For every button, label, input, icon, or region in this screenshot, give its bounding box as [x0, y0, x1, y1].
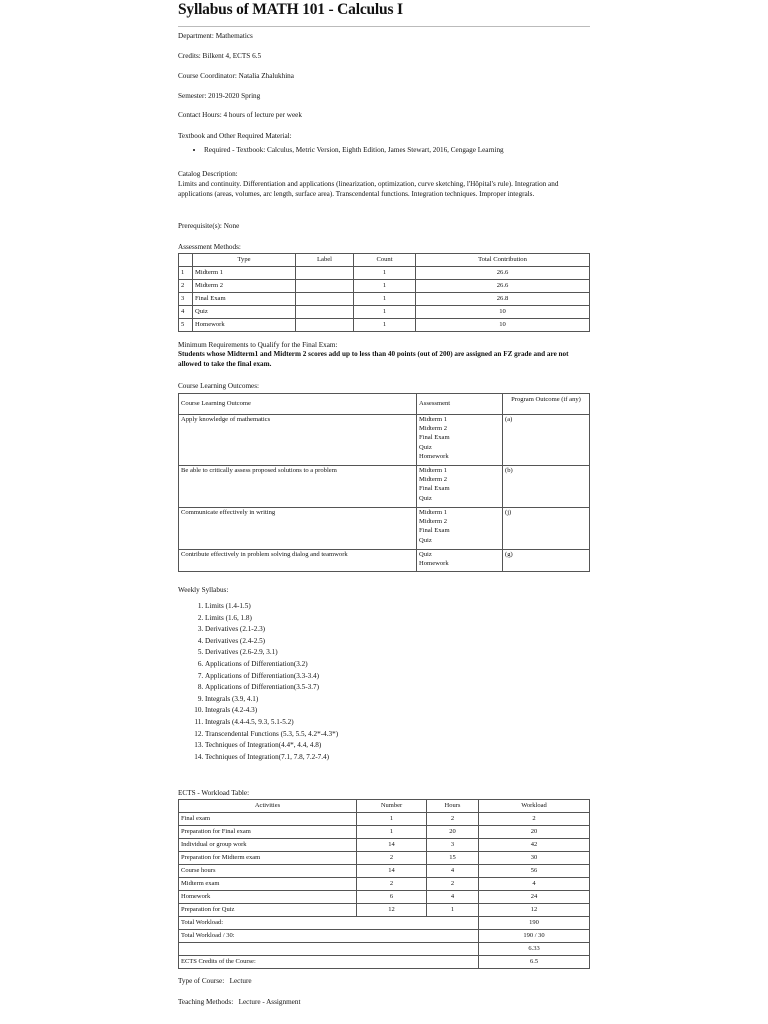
- assessment-index: 5: [179, 319, 193, 332]
- ects-number: 1: [357, 826, 427, 839]
- table-row: [179, 891, 590, 904]
- list-item: 5. Derivatives (2.6-2.9, 3.1): [205, 647, 590, 659]
- assessment-contribution: 26.8: [416, 293, 590, 306]
- ects-col-hours: Hours: [427, 800, 479, 813]
- ects-hours: 20: [427, 826, 479, 839]
- title-divider: [178, 26, 590, 27]
- assessment-item: Final Exam: [419, 485, 450, 493]
- list-item: 9. Integrals (3.9, 4.1): [205, 694, 590, 706]
- list-item: 6. Applications of Differentiation(3.2): [205, 659, 590, 671]
- assessment-item: Midterm 2: [419, 425, 448, 433]
- ects-activity: Individual or group work: [179, 839, 357, 852]
- page-title: Syllabus of MATH 101 - Calculus I: [178, 1, 403, 18]
- assessment-label: [296, 293, 354, 306]
- assessment-count: 1: [354, 267, 416, 280]
- ects-heading: ECTS - Workload Table:: [178, 789, 250, 797]
- ects-table: [178, 799, 590, 969]
- total-workload-30-row: [179, 930, 590, 943]
- assessment-label: [296, 280, 354, 293]
- outcome-program: (a): [503, 415, 590, 466]
- assessment-item: Quiz: [419, 551, 432, 558]
- table-row: [179, 852, 590, 865]
- assessment-item: Midterm 1: [419, 467, 448, 474]
- table-row: [179, 813, 590, 826]
- ects-hours: 4: [427, 891, 479, 904]
- assessment-count: 1: [354, 306, 416, 319]
- department: Department: Mathematics: [178, 32, 253, 40]
- ects-activity: Midterm exam: [179, 878, 357, 891]
- table-row: [179, 904, 590, 917]
- ects-activity: Course hours: [179, 865, 357, 878]
- outcomes-table-wrap: [178, 393, 590, 572]
- outcome-text: Be able to critically assess proposed solutions to a problem: [179, 466, 417, 508]
- ects-col-number: Number: [357, 800, 427, 813]
- ects-number: 1: [357, 813, 427, 826]
- list-item: 4. Derivatives (2.4-2.5): [205, 636, 590, 648]
- assessment-label: [296, 306, 354, 319]
- assessment-item: Homework: [419, 452, 449, 460]
- table-row: [179, 306, 590, 319]
- ects-hours: 2: [427, 813, 479, 826]
- list-item: 11. Integrals (4.4-4.5, 9.3, 5.1-5.2): [205, 717, 590, 729]
- assessment-contribution: 26.6: [416, 267, 590, 280]
- ects-hours: 4: [427, 865, 479, 878]
- assessment-item: Homework: [419, 560, 449, 568]
- total-workload-30-expression: 190 / 30: [479, 930, 590, 943]
- total-workload-30-label: Total Workload / 30:: [179, 930, 479, 943]
- ects-workload: 42: [479, 839, 590, 852]
- ects-activity: Final exam: [179, 813, 357, 826]
- outcome-program: (g): [503, 550, 590, 572]
- course-coordinator: Course Coordinator: Natalia Zhalukhina: [178, 72, 294, 80]
- ects-workload: 30: [479, 852, 590, 865]
- assessment-contribution: 10: [416, 319, 590, 332]
- assessment-col-count: Count: [354, 254, 416, 267]
- table-row: [179, 415, 590, 466]
- table-row: [179, 293, 590, 306]
- total-workload-value: 190: [479, 917, 590, 930]
- outcomes-header-row: [179, 394, 590, 415]
- assessment-index: 2: [179, 280, 193, 293]
- assessment-col-type: Type: [193, 254, 296, 267]
- assessment-heading: Assessment Methods:: [178, 243, 241, 251]
- minimum-heading: Minimum Requirements to Qualify for the Final Exam:: [178, 341, 338, 349]
- ects-hours: 15: [427, 852, 479, 865]
- list-item: 7. Applications of Differentiation(3.3-3.4): [205, 671, 590, 683]
- list-item: 13. Techniques of Integration(4.4*, 4.4, 4.8): [205, 740, 590, 752]
- list-item: 8. Applications of Differentiation(3.5-3.7): [205, 682, 590, 694]
- credits: Credits: Bilkent 4, ECTS 6.5: [178, 52, 262, 60]
- assessment-item: Midterm 1: [419, 509, 448, 516]
- assessment-index: 1: [179, 267, 193, 280]
- assessment-count: 1: [354, 293, 416, 306]
- outcomes-heading: Course Learning Outcomes:: [178, 382, 260, 390]
- ects-number: 6: [357, 891, 427, 904]
- outcome-program: (b): [503, 466, 590, 508]
- ects-activity: Preparation for Final exam: [179, 826, 357, 839]
- ects-number: 14: [357, 839, 427, 852]
- ects-header-row: [179, 800, 590, 813]
- ects-workload: 12: [479, 904, 590, 917]
- assessment-type: Final Exam: [193, 293, 296, 306]
- teaching-methods: Teaching Methods: Lecture - Assignment: [178, 998, 301, 1006]
- outcome-assessment: [417, 550, 503, 572]
- ects-activity: Homework: [179, 891, 357, 904]
- outcomes-col-program: Program Outcome (if any): [503, 394, 590, 415]
- ects-credits-label: ECTS Credits of the Course:: [179, 956, 479, 969]
- outcomes-col-assessment: Assessment: [417, 394, 503, 415]
- assessment-type: Homework: [193, 319, 296, 332]
- assessment-count: 1: [354, 319, 416, 332]
- table-row: [179, 839, 590, 852]
- textbook-heading: Textbook and Other Required Material:: [178, 132, 292, 140]
- table-row: [179, 508, 590, 550]
- assessment-item: Midterm 1: [419, 416, 448, 423]
- assessment-contribution: 10: [416, 306, 590, 319]
- assessment-type: Midterm 2: [193, 280, 296, 293]
- assessment-item: Final Exam: [419, 527, 450, 535]
- outcome-text: Communicate effectively in writing: [179, 508, 417, 550]
- list-item: 10. Integrals (4.2-4.3): [205, 705, 590, 717]
- assessment-col-contribution: Total Contribution: [416, 254, 590, 267]
- textbook-item: • Required - Textbook: Calculus, Metric Version, Eighth Edition, James Stewart, 2016, Cengage Learning: [204, 146, 590, 155]
- table-row: [179, 267, 590, 280]
- assessment-contribution: 26.6: [416, 280, 590, 293]
- total-workload-label: Total Workload:: [179, 917, 479, 930]
- assessment-item: Quiz: [419, 536, 432, 544]
- ects-hours: 3: [427, 839, 479, 852]
- assessment-label: [296, 319, 354, 332]
- empty-cell: [179, 943, 479, 956]
- outcomes-col-outcome: Course Learning Outcome: [179, 394, 417, 415]
- assessment-col-label: Label: [296, 254, 354, 267]
- total-workload-30-result-row: [179, 943, 590, 956]
- table-row: [179, 319, 590, 332]
- table-row: [179, 280, 590, 293]
- outcome-program: (j): [503, 508, 590, 550]
- list-item: 3. Derivatives (2.1-2.3): [205, 624, 590, 636]
- assessment-type: Midterm 1: [193, 267, 296, 280]
- table-row: [179, 878, 590, 891]
- ects-workload: 2: [479, 813, 590, 826]
- ects-credits-value: 6.5: [479, 956, 590, 969]
- outcome-assessment: [417, 508, 503, 550]
- outcome-assessment: [417, 415, 503, 466]
- assessment-count: 1: [354, 280, 416, 293]
- ects-activity: Preparation for Quiz: [179, 904, 357, 917]
- ects-number: 2: [357, 852, 427, 865]
- type-of-course: Type of Course: Lecture: [178, 977, 252, 985]
- list-item: 14. Techniques of Integration(7.1, 7.8, 7.2-7.4): [205, 752, 590, 764]
- outcome-assessment: [417, 466, 503, 508]
- assessment-type: Quiz: [193, 306, 296, 319]
- prerequisites: Prerequisite(s): None: [178, 222, 240, 230]
- ects-hours: 2: [427, 878, 479, 891]
- ects-number: 12: [357, 904, 427, 917]
- assessment-item: Quiz: [419, 443, 432, 451]
- ects-col-workload: Workload: [479, 800, 590, 813]
- minimum-requirements: Students whose Midterm1 and Midterm 2 scores add up to less than 40 points (out of 200) are assigned an FZ grade and are not allowed to take the final exam.: [178, 350, 569, 368]
- assessment-item: Midterm 2: [419, 518, 448, 526]
- assessment-index: 3: [179, 293, 193, 306]
- textbook-list: [178, 146, 590, 155]
- ects-credits-row: [179, 956, 590, 969]
- list-item: 1. Limits (1.4-1.5): [205, 601, 590, 613]
- catalog-heading: Catalog Description:: [178, 170, 238, 178]
- semester: Semester: 2019-2020 Spring: [178, 92, 261, 100]
- outcomes-table: [178, 393, 590, 572]
- ects-hours: 1: [427, 904, 479, 917]
- ects-activity: Preparation for Midterm exam: [179, 852, 357, 865]
- outcome-text: Apply knowledge of mathematics: [179, 415, 417, 466]
- ects-workload: 4: [479, 878, 590, 891]
- ects-workload: 24: [479, 891, 590, 904]
- assessment-label: [296, 267, 354, 280]
- ects-number: 2: [357, 878, 427, 891]
- total-workload-row: [179, 917, 590, 930]
- table-row: [179, 550, 590, 572]
- weekly-heading: Weekly Syllabus:: [178, 586, 229, 594]
- list-item: 2. Limits (1.6, 1.8): [205, 613, 590, 625]
- ects-number: 14: [357, 865, 427, 878]
- assessment-col-index: [179, 254, 193, 267]
- assessment-item: Midterm 2: [419, 476, 448, 484]
- catalog-description: Limits and continuity. Differentiation and applications (linearization, optimization, curve sketching, l'Hôpital's rule). Integration and applications (areas, volumes, arc length, surface area). Transcendental functions. Integration techniques. Improper integrals.: [178, 180, 559, 198]
- ects-table-wrap: [178, 799, 590, 969]
- list-item: 12. Transcendental Functions (5.3, 5.5, 4.2*-4.3*): [205, 729, 590, 741]
- contact-hours: Contact Hours: 4 hours of lecture per week: [178, 111, 302, 119]
- assessment-item: Final Exam: [419, 434, 450, 442]
- assessment-item: Quiz: [419, 494, 432, 502]
- weekly-list: [178, 601, 590, 763]
- assessment-header-row: [179, 254, 590, 267]
- ects-workload: 20: [479, 826, 590, 839]
- table-row: [179, 466, 590, 508]
- outcome-text: Contribute effectively in problem solving dialog and teamwork: [179, 550, 417, 572]
- assessment-table-wrap: [178, 253, 590, 332]
- assessment-table: [178, 253, 590, 332]
- table-row: [179, 826, 590, 839]
- ects-workload: 56: [479, 865, 590, 878]
- ects-col-activities: Activities: [179, 800, 357, 813]
- assessment-index: 4: [179, 306, 193, 319]
- total-workload-30-value: 6.33: [479, 943, 590, 956]
- table-row: [179, 865, 590, 878]
